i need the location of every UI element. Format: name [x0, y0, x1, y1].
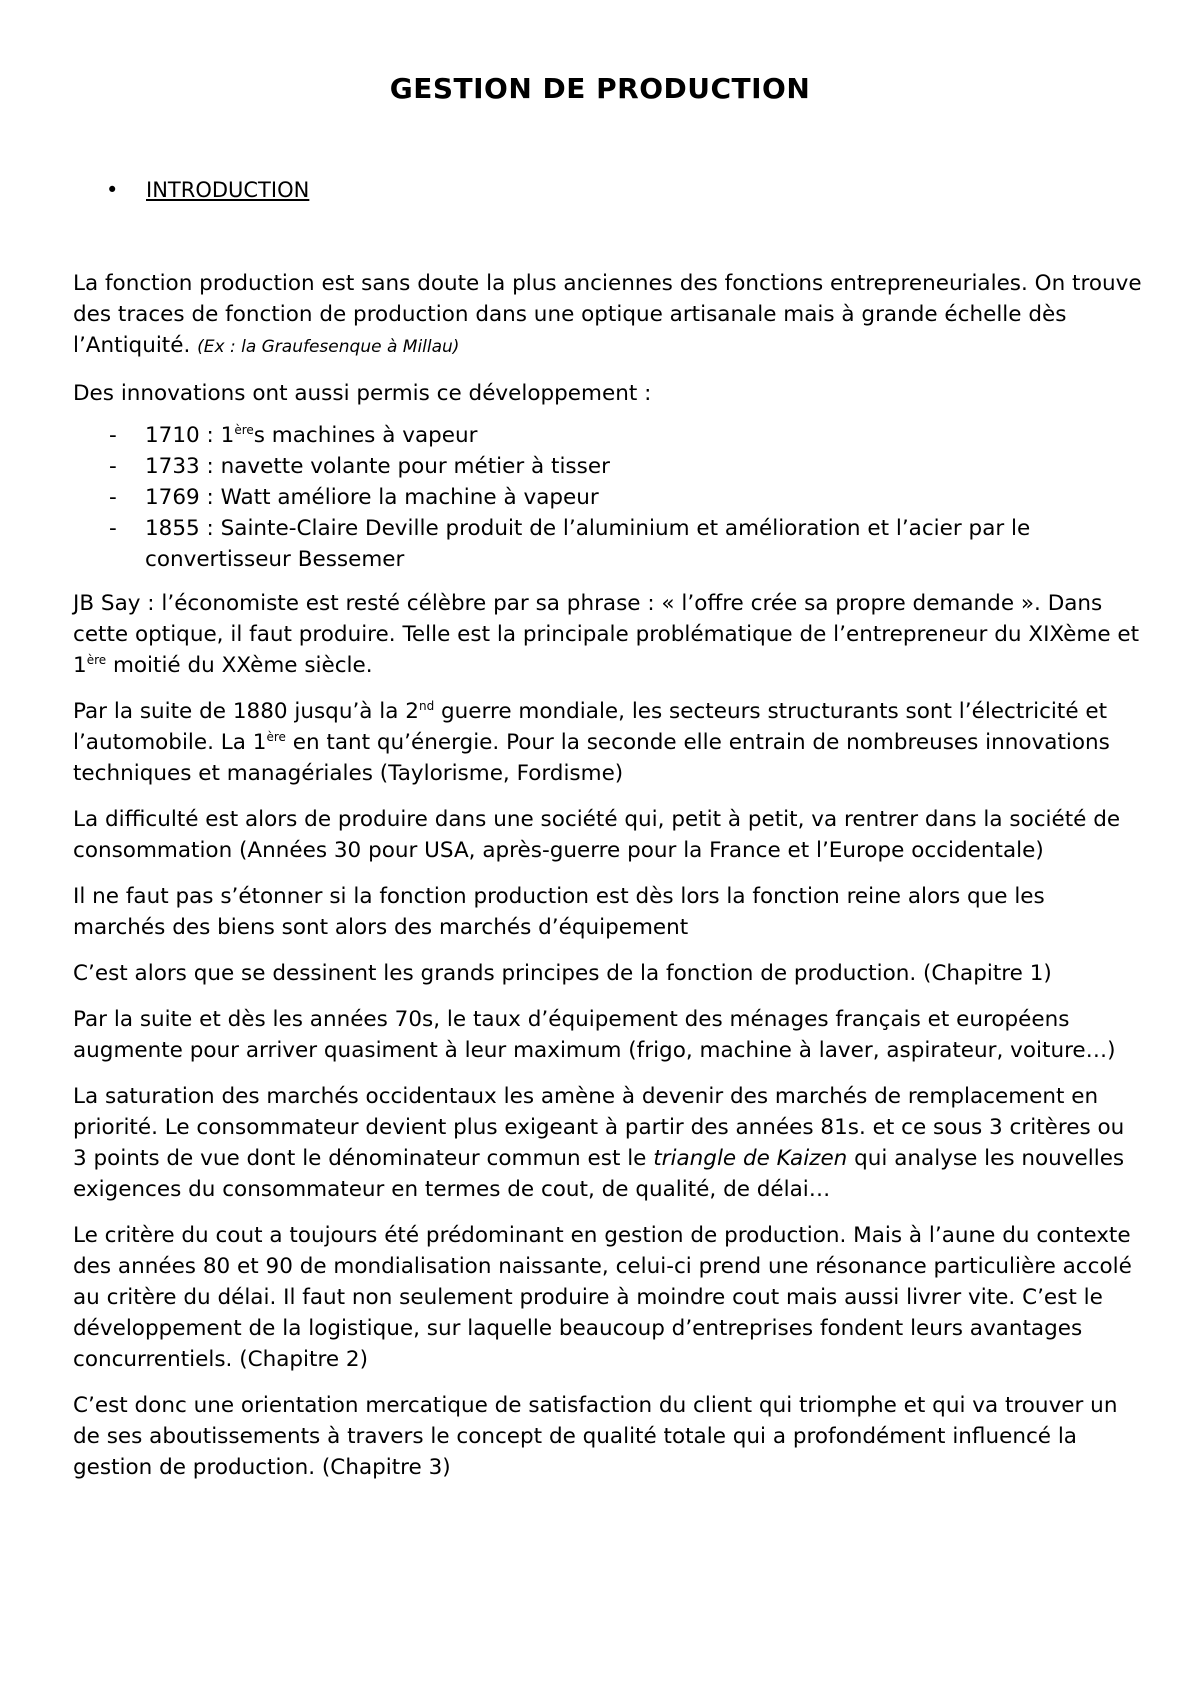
paragraph-say-text-end: moitié du XXème siècle.: [106, 653, 373, 678]
bullet-icon: •: [106, 178, 119, 202]
dash-icon: -: [109, 516, 117, 541]
list-item: [73, 482, 1143, 513]
list-item-text: 1855 : Sainte-Claire Deville produit de l’aluminium et amélioration et l’acier par le convertisseur Bessemer: [145, 516, 1031, 572]
paragraph-war-text-1: Par la suite de 1880 jusqu’à la 2: [73, 699, 419, 724]
section-heading-label: INTRODUCTION: [146, 178, 310, 202]
paragraph-innovations-lead: Des innovations ont aussi permis ce développement :: [73, 381, 652, 406]
paragraph-principles: C’est alors que se dessinent les grands principes de la fonction de production. (Chapitre 1): [73, 961, 1052, 986]
paragraph-say: [73, 588, 1143, 681]
list-item-text-end: s machines à vapeur: [253, 423, 478, 448]
superscript: nd: [418, 698, 435, 713]
list-item: [73, 420, 1143, 451]
list-item: [73, 513, 1143, 575]
paragraph-marketing: C’est donc une orientation mercatique de satisfaction du client qui triomphe et qui va trouver un de ses aboutissements à travers le concept de qualité totale qui a profondément influencé la gestion de production. (Chapitre 3): [73, 1393, 1118, 1480]
paragraph-difficulty: La difficulté est alors de produire dans une société qui, petit à petit, va rentrer dans la société de consommation (Années 30 pour USA, après-guerre pour la France et l’Europe occidentale): [73, 807, 1121, 863]
emphasis-kaizen: triangle de Kaizen: [653, 1146, 848, 1171]
document-title: GESTION DE PRODUCTION: [389, 72, 811, 105]
paragraph-intro: [73, 268, 1143, 363]
intro-example: (Ex : la Graufesenque à Millau): [197, 337, 460, 357]
paragraph-saturation-text: La saturation des marchés occidentaux les amène à devenir des marchés de remplacement en priorité. Le consommateur devient plus exigeant à partir des années 81s. et ce sous 3 critères ou 3 points de vue dont le dénominateur commun est le: [73, 1084, 1125, 1171]
paragraph-saturation-text-end: qui analyse les nouvelles exigences du consommateur en termes de cout, de qualité, de délai…: [73, 1146, 1125, 1202]
paragraph-war-text-3: en tant qu’énergie. Pour la seconde elle entrain de nombreuses innovations techniques et managériales (Taylorisme, Fordisme): [73, 730, 1110, 786]
list-item-text: 1769 : Watt améliore la machine à vapeur: [145, 485, 599, 510]
superscript: ère: [234, 422, 254, 437]
paragraph-war-text-2: guerre mondiale, les secteurs structurants sont l’électricité et l’automobile. La 1: [73, 699, 1108, 755]
list-item: [73, 451, 1143, 482]
list-item-text: 1733 : navette volante pour métier à tisser: [145, 454, 610, 479]
paragraph-seventies: Par la suite et dès les années 70s, le taux d’équipement des ménages français et européens augmente pour arriver quasiment à leur maximum (frigo, machine à laver, aspirateur, voiture…): [73, 1007, 1116, 1063]
dash-icon: -: [109, 423, 117, 448]
paragraph-say-text: JB Say : l’économiste est resté célèbre par sa phrase : « l’offre crée sa propre demande ». Dans cette optique, il faut produire. Telle est la principale problématique de l’entrepreneur du XIXème et 1: [73, 591, 1140, 678]
dash-icon: -: [109, 485, 117, 510]
paragraph-queen: Il ne faut pas s’étonner si la fonction production est dès lors la fonction reine alors que les marchés des biens sont alors des marchés d’équipement: [73, 884, 1045, 940]
dash-icon: -: [109, 454, 117, 479]
paragraph-war: [73, 696, 1143, 789]
paragraph-saturation: [73, 1081, 1143, 1205]
superscript: ère: [86, 652, 107, 667]
superscript: ère: [266, 729, 286, 744]
paragraph-cost: Le critère du cout a toujours été prédominant en gestion de production. Mais à l’aune du contexte des années 80 et 90 de mondialisation naissante, celui-ci prend une résonance particulière accolé au critère du délai. Il faut non seulement produire à moindre cout mais aussi livrer vite. C’est le développement de la logistique, sur laquelle beaucoup d’entreprises fondent leurs avantages concurrentiels. (Chapitre 2): [73, 1223, 1132, 1372]
paragraph-intro-text: La fonction production est sans doute la plus anciennes des fonctions entrepreneuriales. On trouve des traces de fonction de production dans une optique artisanale mais à grande échelle dès l’Antiquité.: [73, 271, 1142, 358]
innovations-list: [73, 420, 1143, 575]
document-body: [73, 268, 1143, 1498]
list-item-text: 1710 : 1: [145, 423, 235, 448]
